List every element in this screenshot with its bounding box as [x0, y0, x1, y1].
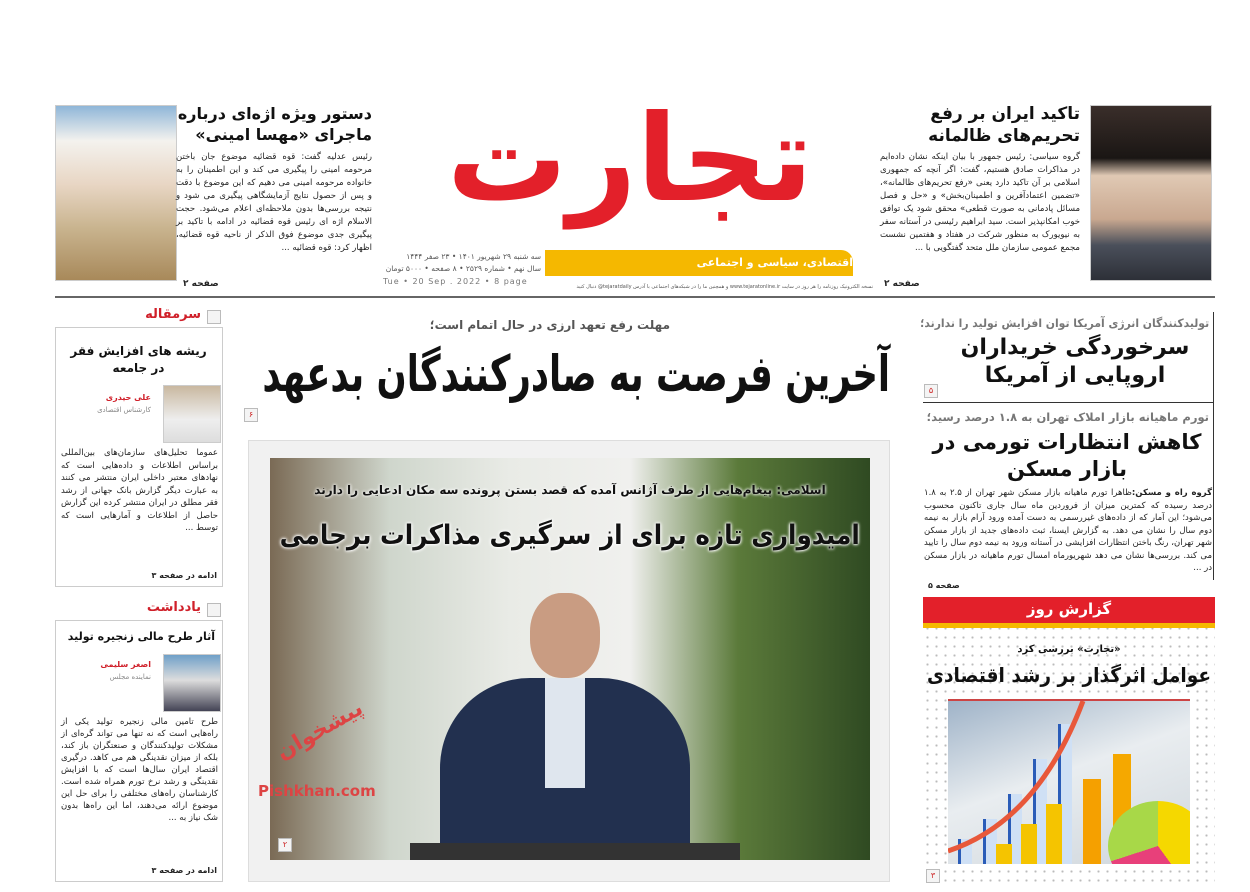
note-author-role: نماینده مجلس [109, 673, 151, 681]
online-note [555, 283, 873, 291]
report-banner-stripe [923, 623, 1215, 628]
photo-kicker [280, 482, 860, 498]
story1[interactable] [920, 312, 1213, 400]
note-body: طرح تامین مالی زنجیره تولید یکی از راه‌هایی است که نه تنها می تواند گره‌ای از مشکلات تولیدکنندگان و صنعتگران باز کند، بلکه از میزان نقدینگی هم می کاهد. درگیری اقتصاد ایران سال‌ها است که با افزایش نقدینگی و رشد نرخ تورم همراه شده است. کارشناسان راه‌های مختلفی را برای حل این موضوع ارائه می‌دهند، اما این راه‌ها بدون شک نیاز به ... [61, 717, 218, 823]
top-right-body: گروه سیاسی: رئیس جمهور با بیان اینکه نشان داده‌ایم در مذاکرات صادق هستیم، گفت: اگر آنچه که جمهوری اسلامی بر آن تاکید دارد یعنی «رفع تحریم‌های ظالمانه»، «تضمین اعتمادآفرین و اطمینان‌بخش» و «حل و فصل مسائل پادمانی به صورت قطعی» محقق شود یک توافق خوب امکانپذیر است. سید ابراهیم رئیسی در آستانه سفر به نیویورک به منظور شرکت در هفتاد و هفتمین نشست مجمع عمومی سازمان ملل متحد گفتگویی با ... [880, 152, 1080, 253]
main-headline[interactable] [262, 338, 890, 410]
story-divider [923, 402, 1214, 403]
top-left-story[interactable] [55, 103, 380, 291]
story1-kicker [920, 315, 1209, 331]
note-author: اصغر سلیمی [100, 660, 151, 669]
note-continued[interactable]: ادامه در صفحه ۳ [151, 866, 217, 875]
online-note-text: نسخه الکترونیک روزنامه را هر روز در سایت www.tejaratonline.ir و همچنین ما را در شبکه‌های اجتماعی با آدرس tejaratdaily@ دنبال کنید [576, 284, 873, 290]
podium [410, 843, 740, 860]
top-left-body: رئیس عدلیه گفت: قوه قضائیه موضوع جان باختن مرحومه امینی را پیگیری می کند و این اطمینان را به خانواده مرحومه امینی می دهیم که این موضوع با دقت و پس از حصول نتایج آزمایشگاهی پیگیری می شود و نتیجه بررسی‌ها بدون ملاحظه‌ای اعلام می‌شود. حجت الاسلام اژه ای رئیس قوه قضائیه در ادامه با تاکید بر پیگیری جدی موضوع فوق الذکر از ناحیه قوه قضائیه، اظهار کرد: قوه قضائیه ... [176, 152, 372, 253]
story2[interactable] [920, 405, 1213, 593]
photo-page: ۲ [278, 838, 292, 852]
raisi-photo [1090, 105, 1212, 281]
note-label: یادداشت [146, 600, 201, 615]
growth-arrow-icon [948, 701, 1190, 864]
ejei-photo [55, 105, 177, 281]
section-marker [207, 310, 221, 324]
speaker-figure [440, 593, 690, 860]
story2-page: صفحه ۵ [928, 581, 960, 590]
main-page: ۶ [244, 408, 258, 422]
editorial-body: عموما تحلیل‌های سازمان‌های بین‌المللی براساس اطلاعات و داده‌هایی است که نهادهای معتبر داخلی ایران منتشر می کنند به عبارت دیگر گزارش بانک جهانی از رشد فقر مطلق در ایران منتشر کرده این گزارش حاصل از اطلاعات و آمارهایی است که توسط ... [61, 448, 218, 533]
report-page: ۳ [926, 869, 940, 883]
main-headline-text: آخرین فرصت به صادرکنندگان بدعهد [262, 345, 890, 403]
story1-kicker-text: تولیدکنندگان انرژی آمریکا توان افزایش تولید را ندارند؛ [919, 316, 1209, 330]
right-column-rule [1213, 312, 1214, 580]
report-kicker: «تجارت» بررسی کرد [1017, 644, 1121, 655]
date-line-2 [383, 263, 541, 274]
main-kicker: مهلت رفع تعهد ارزی در حال اتمام است؛ [429, 318, 670, 332]
story2-kicker-text: تورم ماهیانه بازار املاک تهران به ۱.۸ درصد رسید؛ [926, 410, 1209, 424]
editorial-headline: ریشه های افزایش فقر در جامعه [70, 344, 207, 375]
report-chart-image [948, 699, 1190, 864]
masthead [383, 90, 873, 295]
report-section[interactable] [923, 597, 1215, 887]
top-right-headline: تاکید ایران بر رفع تحریم‌های ظالمانه [928, 104, 1080, 146]
editorial-author-role: کارشناس اقتصادی [97, 406, 151, 414]
top-right-story[interactable] [880, 103, 1215, 291]
story2-lead: گروه راه و مسکن: [1131, 488, 1213, 498]
top-right-page: صفحه ۲ [884, 279, 920, 289]
photo-headline[interactable] [280, 516, 860, 556]
editorial-continued[interactable]: ادامه در صفحه ۳ [151, 571, 217, 580]
story2-body-text: ظاهرا تورم ماهیانه بازار مسکن شهر تهران از ۲.۵ به ۱.۸ درصد رسیده که کمترین میزان از فروردین ماه سال جاری تاکنون محسوب می‌شود؛ این آمار که از داده‌های غیررسمی به دست آمده ورود آرام بازار به نیمه دوم سال را نشان می دهد. به گزارش ایسنا، ثبت داده‌های جدید از بازار مسکن شهر تهران، رنگ باختن انتظارات افزایشی در آستانه ورود به نیمه دوم سال را تایید می کند. بررسی‌ها نشان می دهد شهریورماه امسال تورم ماهیانه در بازار مسکن در ... [924, 488, 1212, 573]
editorial-section[interactable] [55, 305, 223, 587]
report-headline-text: عوامل اثرگذار بر رشد اقتصادی [926, 663, 1212, 687]
story2-body [924, 487, 1212, 575]
watermark-logo: پیشخوان [272, 695, 368, 766]
tagline: اقتصادی، سیاسی و اجتماعی [696, 256, 853, 269]
section-marker [207, 603, 221, 617]
masthead-rule [55, 296, 1215, 298]
note-section[interactable] [55, 598, 223, 883]
date-line-1-text: سه شنبه ۲۹ شهریور ۱۴۰۱ • ۲۳ صفر ۱۴۴۴ [406, 252, 541, 261]
date-line-3-text: Tue • 20 Sep . 2022 • 8 page [383, 277, 528, 286]
top-left-page: صفحه ۲ [183, 279, 219, 289]
editorial-author: علی حیدری [105, 393, 151, 402]
author-photo [163, 385, 221, 443]
story2-kicker [920, 409, 1209, 425]
author-photo [163, 654, 221, 712]
top-left-headline: دستور ویژه اژه‌ای درباره ماجرای «مهسا امینی» [177, 104, 372, 144]
photo-headline-text: امیدواری تازه برای از سرگیری مذاکرات برجامی [279, 520, 861, 551]
logo: تجارت [446, 90, 814, 229]
photo-kicker-text: اسلامی: پیغام‌هایی از طرف آژانس آمده که قصد بستن پرونده سه مکان ادعایی را دارند [314, 483, 826, 497]
date-line-2-text: سال نهم • شماره ۲۵۲۹ • ۸ صفحه • ۵۰۰۰ تومان [385, 264, 541, 273]
note-headline: آثار طرح مالی زنجیره تولید [67, 630, 215, 643]
editorial-label: سرمقاله [145, 307, 201, 322]
story1-page: ۵ [924, 384, 938, 398]
report-headline [927, 661, 1211, 689]
watermark-url: Pishkhan.com [258, 782, 376, 800]
report-label: گزارش روز [1026, 600, 1112, 618]
date-line-1 [383, 251, 541, 262]
story2-headline: کاهش انتظارات تورمی در بازار مسکن [932, 430, 1202, 481]
date-line-3 [383, 276, 541, 287]
story1-headline: سرخوردگی خریداران اروپایی از آمریکا [960, 335, 1190, 388]
